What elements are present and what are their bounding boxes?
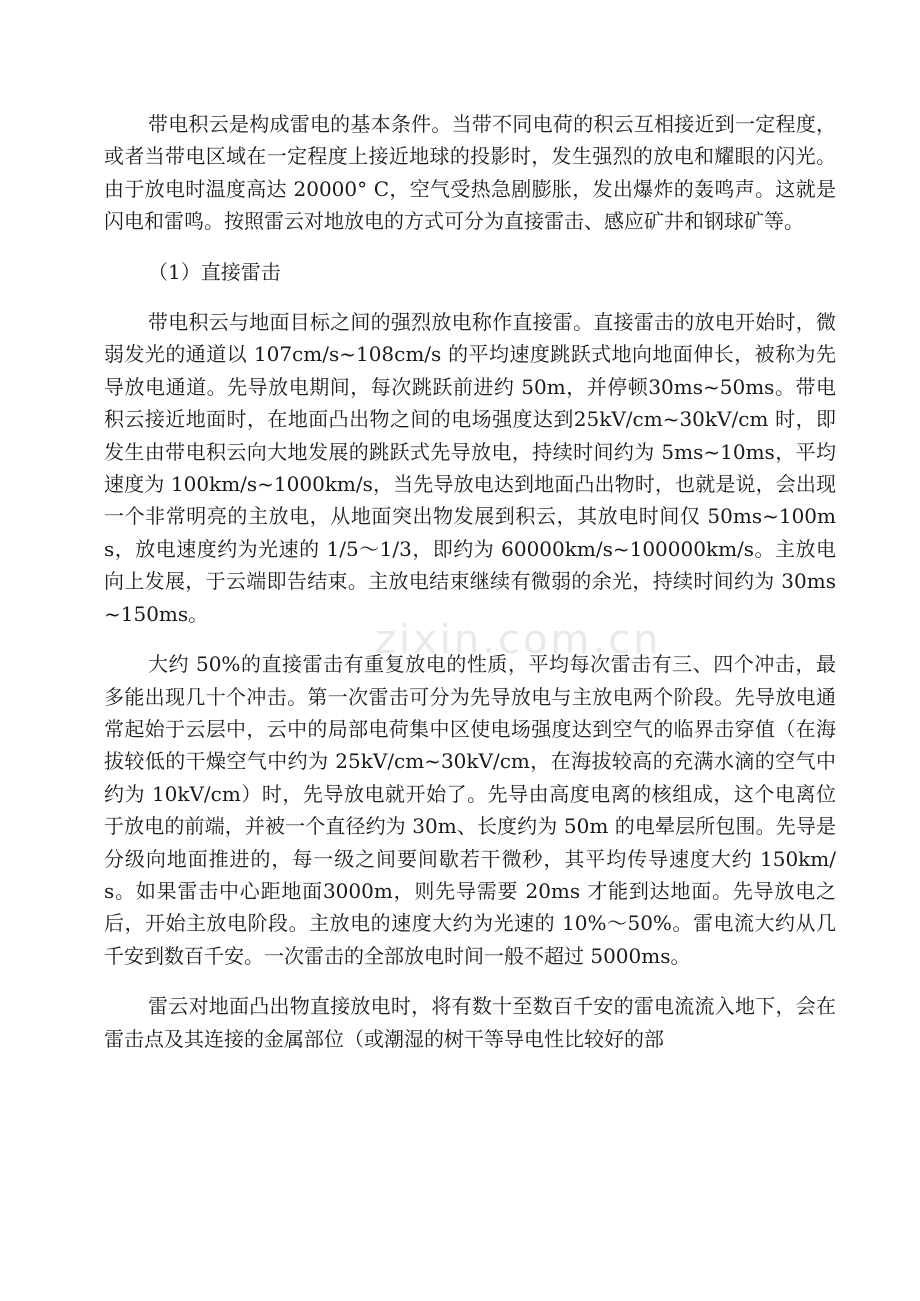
document-page (104, 108, 836, 1073)
paragraph-direct-strike: 带电积云与地面目标之间的强烈放电称作直接雷。直接雷击的放电开始时，微弱发光的通道以 107cm/s~108cm/s 的平均速度跳跃式地向地面伸长，被称为先导放电通道。先导放电期间，每次跳跃前进约 50m，并停顿30ms~50ms。带电积云接近地面时，在地面凸出物之间的电场强度达到25kV/cm~30kV/cm 时，即发生由带电积云向大地发展的跳跃式先导放电，持续时间约为 5ms~10ms，平均速度为 100km/s~1000km/s，当先导放电达到地面凸出物时，也就是说，会出现一个非常明亮的主放电，从地面突出物发展到积云，其放电时间仅 50ms~100ms，放电速度约为光速的 1/5～1/3，即约为 60000km/s~100000km/s。主放电向上发展，于云端即告结束。主放电结束继续有微弱的余光，持续时间约为 30ms~150ms。 (104, 310, 836, 626)
paragraph-ground-discharge: 雷云对地面凸出物直接放电时，将有数十至数百千安的雷电流流入地下，会在雷击点及其连接的金属部位（或潮湿的树干等导电性比较好的部 (104, 994, 836, 1051)
watermark: zixin.com.cn (375, 617, 662, 663)
paragraph-intro: 带电积云是构成雷电的基本条件。当带不同电荷的积云互相接近到一定程度，或者当带电区域在一定程度上接近地球的投影时，发生强烈的放电和耀眼的闪光。由于放电时温度高达 20000° C，空气受热急剧膨胀，发出爆炸的轰鸣声。这就是闪电和雷鸣。按照雷云对地放电的方式可分为直接雷击、感应矿井和钢球矿等。 (104, 112, 836, 234)
section-heading-direct-strike: （1）直接雷击 (148, 259, 281, 284)
paragraph-repeated-discharge: 大约 50%的直接雷击有重复放电的性质，平均每次雷击有三、四个冲击，最多能出现几十个冲击。第一次雷击可分为先导放电与主放电两个阶段。先导放电通常起始于云层中，云中的局部电荷集中区使电场强度达到空气的临界击穿值（在海拔较低的干燥空气中约为 25kV/cm~30kV/cm，在海拔较高的充满水滴的空气中约为 10kV/cm）时，先导放电就开始了。先导由高度电离的核组成，这个电离位于放电的前端，并被一个直径约为 30m、长度约为 50m 的电晕层所包围。先导是分级向地面推进的，每一级之间要间歇若干微秒，其平均传导速度大约 150km/s。如果雷击中心距地面3000m，则先导需要 20ms 才能到达地面。先导放电之后，开始主放电阶段。主放电的速度大约为光速的 10%～50%。雷电流大约从几千安到数百千安。一次雷击的全部放电时间一般不超过 5000ms。 (104, 652, 836, 968)
